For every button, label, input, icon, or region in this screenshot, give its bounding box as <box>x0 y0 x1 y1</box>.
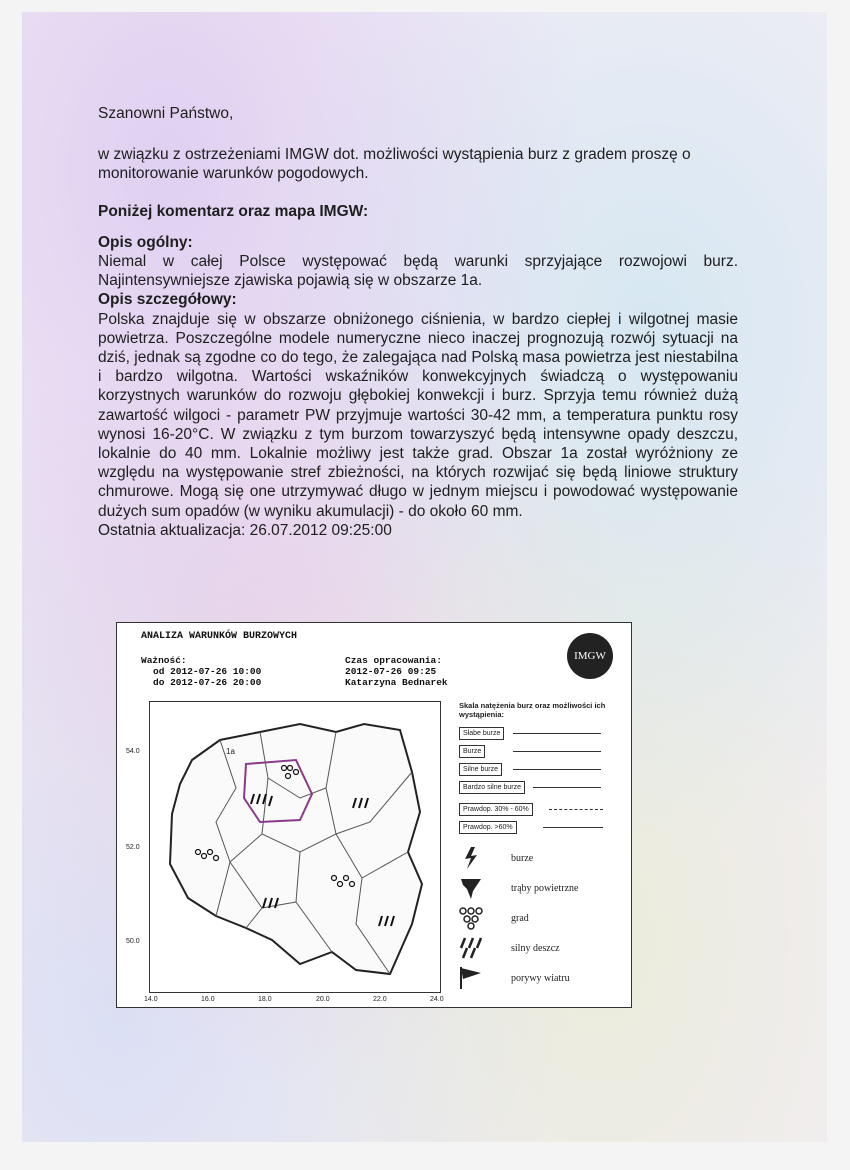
map-title: ANALIZA WARUNKÓW BURZOWYCH <box>141 631 298 642</box>
legend-label: Burze <box>459 745 485 758</box>
legend-symbol-label: trąby powietrzne <box>511 883 579 894</box>
legend-label: Słabe burze <box>459 727 504 740</box>
detail-title: Opis szczegółowy: <box>98 291 237 309</box>
hail-icon <box>457 905 485 931</box>
legend-symbol-label: burze <box>511 853 534 864</box>
lat-tick: 52.0 <box>126 844 140 851</box>
legend-symbol-label: grad <box>511 913 529 924</box>
prepared-label: Czas opracowania: <box>345 655 442 666</box>
legend-heavy-rain <box>457 935 617 961</box>
legend-dash-line <box>549 809 603 810</box>
general-text: Niemal w całej Polsce występować będą warunki sprzyjające rozwojowi burz. Najintensywniejsze zjawiska pojawią się w obszarze 1a. <box>98 253 738 290</box>
section-heading: Poniżej komentarz oraz mapa IMGW: <box>98 202 369 220</box>
lon-tick: 18.0 <box>258 996 272 1003</box>
legend-line <box>543 827 603 828</box>
legend-label: Silne burze <box>459 763 502 776</box>
valid-to: do 2012-07-26 20:00 <box>153 677 262 688</box>
legend-line <box>513 769 601 770</box>
prepared-time: 2012-07-26 09:25 <box>345 666 437 677</box>
legend-symbol-label: porywy wiatru <box>511 973 570 984</box>
lon-tick: 24.0 <box>430 996 444 1003</box>
poland-map-plot <box>126 701 444 1003</box>
legend-label: Bardzo silne burze <box>459 781 525 794</box>
legend-wind-gusts <box>457 965 617 991</box>
general-title: Opis ogólny: <box>98 233 193 251</box>
heavy-rain-icon <box>457 935 485 961</box>
legend-label: Prawdop. 30% - 60% <box>459 803 533 816</box>
lon-tick: 14.0 <box>144 996 158 1003</box>
legend-hail <box>457 905 617 931</box>
lat-tick: 54.0 <box>126 748 140 755</box>
validity-label: Ważność: <box>141 655 187 666</box>
legend-tornado <box>457 875 617 901</box>
legend-storm <box>457 845 617 871</box>
legend-title: Skala natężenia burz oraz możliwości ich wystąpienia: <box>459 701 606 719</box>
lon-tick: 20.0 <box>316 996 330 1003</box>
legend-symbol-label: silny deszcz <box>511 943 560 954</box>
lon-tick: 16.0 <box>201 996 215 1003</box>
letter-body <box>98 104 738 540</box>
area-1a-label: 1a <box>226 747 235 756</box>
valid-from: od 2012-07-26 10:00 <box>153 666 262 677</box>
author: Katarzyna Bednarek <box>345 677 448 688</box>
lat-tick: 50.0 <box>126 938 140 945</box>
lon-tick: 22.0 <box>373 996 387 1003</box>
storm-map <box>116 622 632 1008</box>
intro-paragraph: w związku z ostrzeżeniami IMGW dot. możliwości wystąpienia burz z gradem proszę o monitorowanie warunków pogodowych. <box>98 146 691 183</box>
flag-icon <box>457 965 485 991</box>
tornado-icon <box>457 875 485 901</box>
legend-label: Prawdop. >60% <box>459 821 517 834</box>
lightning-icon <box>457 845 485 871</box>
poland-map-svg <box>150 702 440 992</box>
legend-line <box>533 787 601 788</box>
last-update: Ostatnia aktualizacja: 26.07.2012 09:25:00 <box>98 521 392 539</box>
imgw-logo: IMGW <box>567 633 613 679</box>
greeting: Szanowni Państwo, <box>98 105 234 122</box>
detail-text: Polska znajduje się w obszarze obniżonego ciśnienia, w bardzo ciepłej i wilgotnej masie powietrza. Poszczególne modele numeryczne nieco inaczej prognozują rozwój sytuacji na dziś, jednak są zgodne co do tego, że zalegająca nad Polską masa powietrza jest niestabilna i bardzo wilgotna. Wartości wskaźników konwekcyjnych świadczą o występowaniu korzystnych warunków do rozwoju głębokiej konwekcji i burz. Sprzyja temu również dużą zawartość wilgoci - parametr PW przyjmuje wartości 30-42 mm, a temperatura punktu rosy wynosi 16-20°C. W związku z tym burzom towarzyszyć będą intensywne opady deszczu, lokalnie do 40 mm. Lokalnie możliwy jest także grad. Obszar 1a został wyróżniony ze względu na występowanie stref zbieżności, na których rozwijać się będą liniowe struktury chmurowe. Mogą się one utrzymywać długo w jednym miejscu i powodować występowanie dużych sum opadów (w wyniku akumulacji) - do około 60 mm. <box>98 310 738 520</box>
legend-line <box>513 733 601 734</box>
legend-line <box>513 751 601 752</box>
